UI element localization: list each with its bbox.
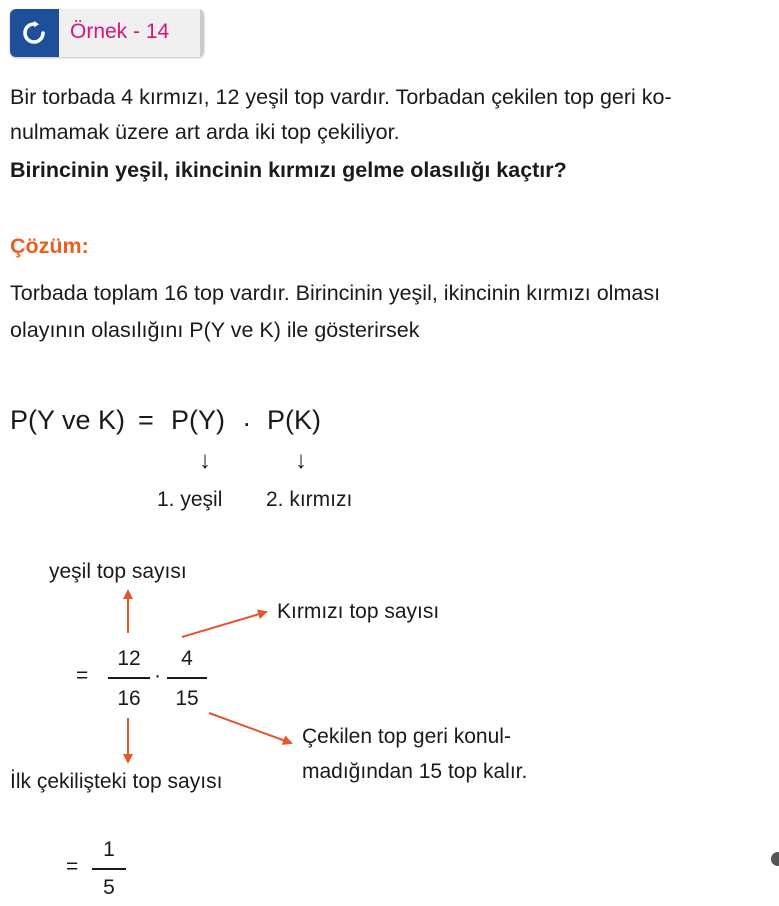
equation-equals: = <box>138 405 154 435</box>
arrow-right-down-icon <box>209 713 291 743</box>
solution-heading: Çözüm: <box>10 234 89 258</box>
equation-factor-2: P(K) <box>267 405 321 435</box>
arrow-right-up-icon <box>182 612 266 637</box>
note-green-count: yeşil top sayısı <box>49 560 187 583</box>
note-red-count: Kırmızı top sayısı <box>277 600 440 623</box>
note-first-draw-count: İlk çekilişteki top sayısı <box>10 770 223 793</box>
note-remaining-line-1: Çekilen top geri konul- <box>302 725 511 748</box>
result-bar <box>92 868 126 870</box>
equation-lhs: P(Y ve K) <box>10 405 126 435</box>
fraction-1-bar <box>108 677 150 679</box>
label-first-green: 1. yeşil <box>157 488 223 511</box>
down-arrow-icon: ↓ <box>199 447 211 474</box>
equation-dot: . <box>243 402 251 432</box>
equation-factor-1: P(Y) <box>171 405 225 435</box>
fraction-2-denominator: 15 <box>175 687 199 710</box>
page-edge-marker <box>771 852 779 866</box>
fraction-1-numerator: 12 <box>117 647 141 670</box>
note-remaining-line-2: madığından 15 top kalır. <box>302 760 528 783</box>
problem-line-1: Bir torbada 4 kırmızı, 12 yeşil top vardır. Torbadan çekilen top geri ko- <box>10 85 672 109</box>
multiply-dot: · <box>154 664 161 687</box>
problem-question: Birincinin yeşil, ikincinin kırmızı gelme olasılığı kaçtır? <box>10 158 567 182</box>
fraction-2-numerator: 4 <box>181 647 193 670</box>
down-arrow-icon: ↓ <box>295 447 307 474</box>
badge-label: Örnek - 14 <box>70 20 170 43</box>
fraction-step-equals: = <box>76 664 89 687</box>
solution-line-2: olayının olasılığını P(Y ve K) ile gösterirsek <box>10 318 420 342</box>
fraction-1-denominator: 16 <box>117 687 141 710</box>
result-denominator: 5 <box>103 876 115 899</box>
result-equals: = <box>66 855 79 878</box>
result-numerator: 1 <box>103 838 115 861</box>
problem-line-2: nulmamak üzere art arda iki top çekiliyor. <box>10 120 400 144</box>
label-second-red: 2. kırmızı <box>266 488 353 511</box>
solution-line-1: Torbada toplam 16 top vardır. Birincinin yeşil, ikincinin kırmızı olması <box>10 281 661 305</box>
fraction-2-bar <box>167 677 207 679</box>
